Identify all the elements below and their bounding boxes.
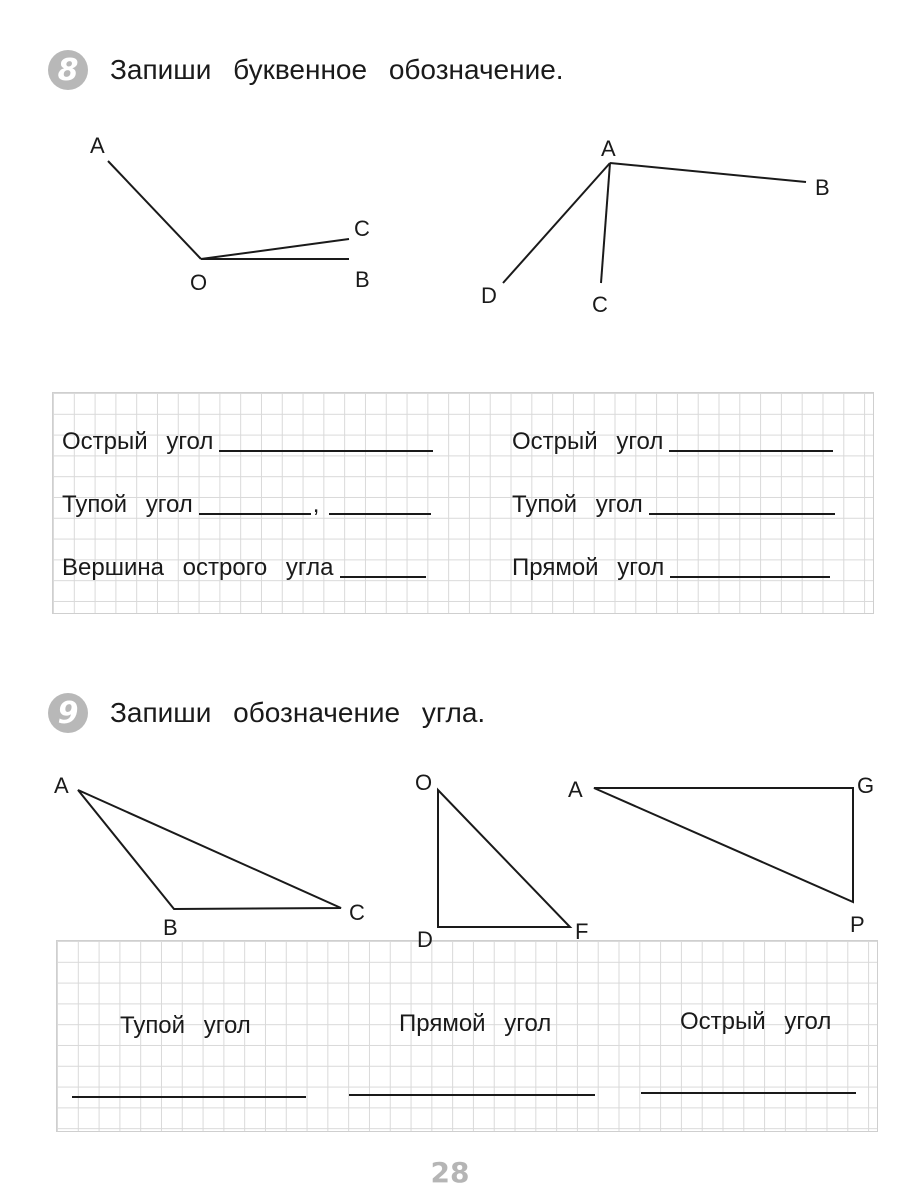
separator-comma: , (312, 491, 320, 518)
point-label-a: A (568, 777, 583, 802)
row-label: Прямой угол (512, 554, 665, 581)
page-number: 28 (430, 1156, 470, 1189)
point-label-b: B (355, 267, 370, 292)
task-8-title: Запиши буквенное обозначение. (110, 54, 564, 85)
point-label-o: O (190, 270, 208, 295)
column-label-acute: Острый угол (680, 1008, 832, 1035)
point-label-a: A (601, 136, 616, 161)
triangle-abc (78, 790, 341, 909)
point-label-a: A (54, 773, 69, 798)
point-label-p: P (850, 912, 865, 937)
point-label-d: D (417, 927, 433, 952)
row-label: Тупой угол (62, 491, 193, 518)
row-label: Острый угол (512, 428, 664, 455)
answer-line-obtuse[interactable] (72, 1096, 306, 1098)
row-label: Острый угол (62, 428, 214, 455)
row-label: Тупой угол (512, 491, 643, 518)
point-label-f: F (575, 919, 589, 944)
point-label-g: G (857, 773, 875, 798)
task-9-title: Запиши обозначение угла. (110, 697, 486, 728)
task-9-number-badge: 9 (48, 693, 88, 733)
answer-line-right[interactable] (349, 1094, 595, 1096)
point-label-o: O (415, 770, 433, 795)
row-label: Вершина острого угла (62, 554, 334, 581)
point-label-c: C (349, 900, 365, 925)
column-label-obtuse: Тупой угол (120, 1012, 251, 1039)
answer-line-acute[interactable] (641, 1092, 856, 1094)
point-label-c: C (354, 216, 370, 241)
point-label-b: B (163, 915, 178, 940)
triangle-odf (438, 790, 570, 927)
point-label-a: A (90, 133, 105, 158)
point-label-b: B (815, 175, 830, 200)
column-label-right: Прямой угол (399, 1010, 552, 1037)
point-label-c: C (592, 292, 608, 317)
task-8-number-badge: 8 (48, 50, 88, 90)
point-label-d: D (481, 283, 497, 308)
triangle-agp (594, 788, 853, 902)
